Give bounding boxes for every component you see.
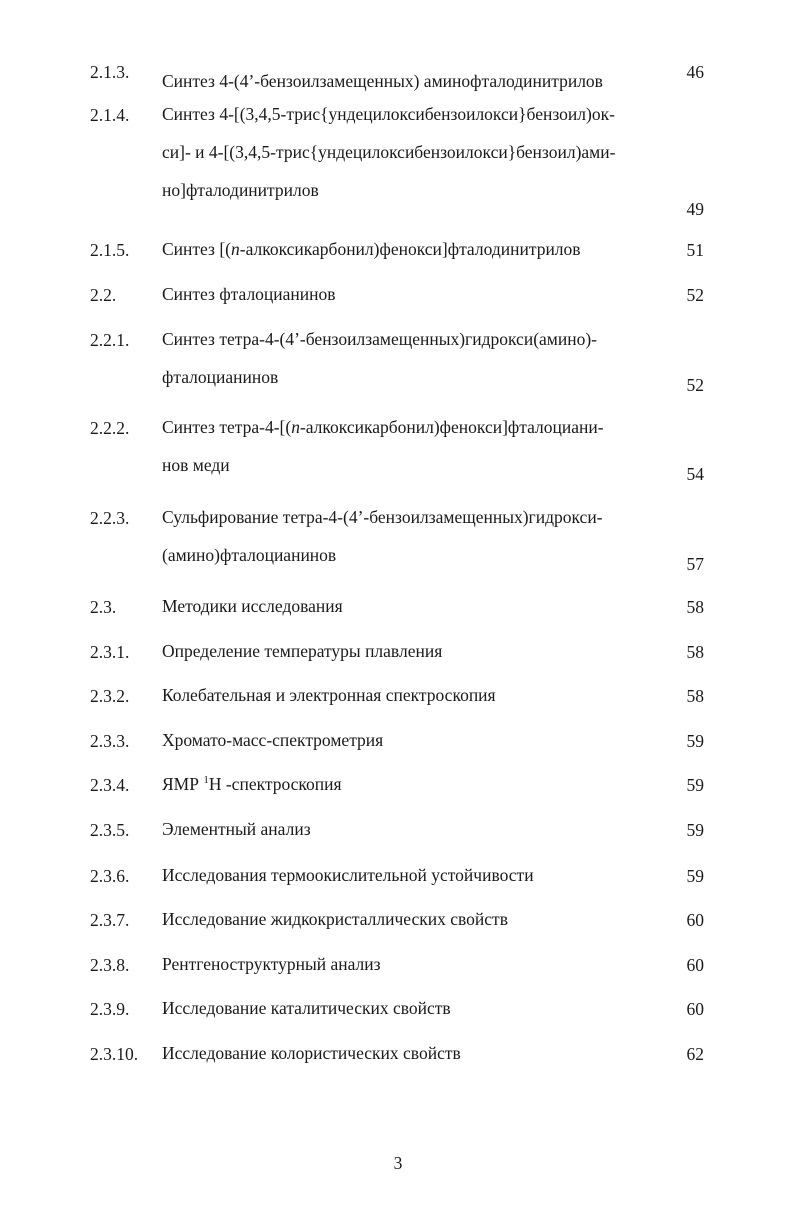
page-number: 62 [686,1044,704,1064]
page-number: 49 [686,199,704,219]
section-number: 2.3.2. [90,686,130,706]
section-title: Синтез тетра-4-(4’-бензоилзамещенных)гидрокси(амино)- фталоцианинов [162,329,597,387]
page-number: 59 [686,866,704,886]
section-title: Синтез 4-(4’-бензоилзамещенных) аминофталодинитрилов [162,71,603,91]
section-number: 2.3.10. [90,1044,139,1064]
section-number: 2.2.3. [90,508,130,528]
section-number: 2.3.9. [90,999,130,1019]
section-number: 2.3. [90,597,117,617]
page-number: 58 [686,686,704,706]
section-title: Исследование колористических свойств [162,1043,461,1063]
section-title: Синтез фталоцианинов [162,284,336,304]
section-title: Рентгеноструктурный анализ [162,954,381,974]
section-title: Элементный анализ [162,819,311,839]
page-number: 60 [686,910,704,930]
section-title: Исследование каталитических свойств [162,998,451,1018]
footer-page-number: 3 [393,1153,403,1173]
page-number: 52 [686,375,704,395]
page-number: 54 [686,464,704,484]
section-title: Колебательная и электронная спектроскопия [162,685,496,705]
section-number: 2.3.7. [90,910,130,930]
section-title: Сульфирование тетра-4-(4’-бензоилзамещенных)гидрокси- (амино)фталоцианинов [162,507,603,565]
page-number: 58 [686,642,704,662]
page-number: 59 [686,731,704,751]
section-title: Исследования термоокислительной устойчивости [162,865,534,885]
page-number: 60 [686,955,704,975]
section-title: Синтез [(n-алкоксикарбонил)фенокси]фталодинитрилов [162,239,581,259]
section-title: Исследование жидкокристаллических свойств [162,909,508,929]
section-number: 2.3.4. [90,775,130,795]
section-number: 2.3.3. [90,731,130,751]
section-title: Методики исследования [162,596,343,616]
section-number: 2.2.2. [90,418,130,438]
section-number: 2.1.3. [90,62,130,82]
page-number: 58 [686,597,704,617]
section-title: Хромато-масс-спектрометрия [162,730,384,750]
page-number: 59 [686,775,704,795]
section-title: Синтез тетра-4-[(n-алкоксикарбонил)фенокси]фталоциани- нов меди [162,417,604,475]
page-number: 59 [686,820,704,840]
section-number: 2.1.5. [90,240,130,260]
section-number: 2.2.1. [90,330,130,350]
section-number: 2.2. [90,285,117,305]
section-title: ЯМР $^1$Н -спектроскопия [162,774,342,794]
page-number: 57 [686,554,704,574]
section-title: Определение температуры плавления [162,641,443,661]
page-number: 52 [686,285,704,305]
page-number: 51 [686,240,704,260]
section-number: 2.3.5. [90,820,130,840]
section-number: 2.3.1. [90,642,130,662]
page-number: 60 [686,999,704,1019]
page-number: 46 [686,62,704,82]
section-number: 2.3.8. [90,955,130,975]
section-number: 2.3.6. [90,866,130,886]
section-number: 2.1.4. [90,105,130,125]
section-title: Синтез 4-[(3,4,5-трис{ундецилоксибензоилокси}бензоил)ок- си]- и 4-[(3,4,5-трис{ундецилоксибензоилокси}бензоил)ами- но]фталодинитрилов [162,104,616,200]
